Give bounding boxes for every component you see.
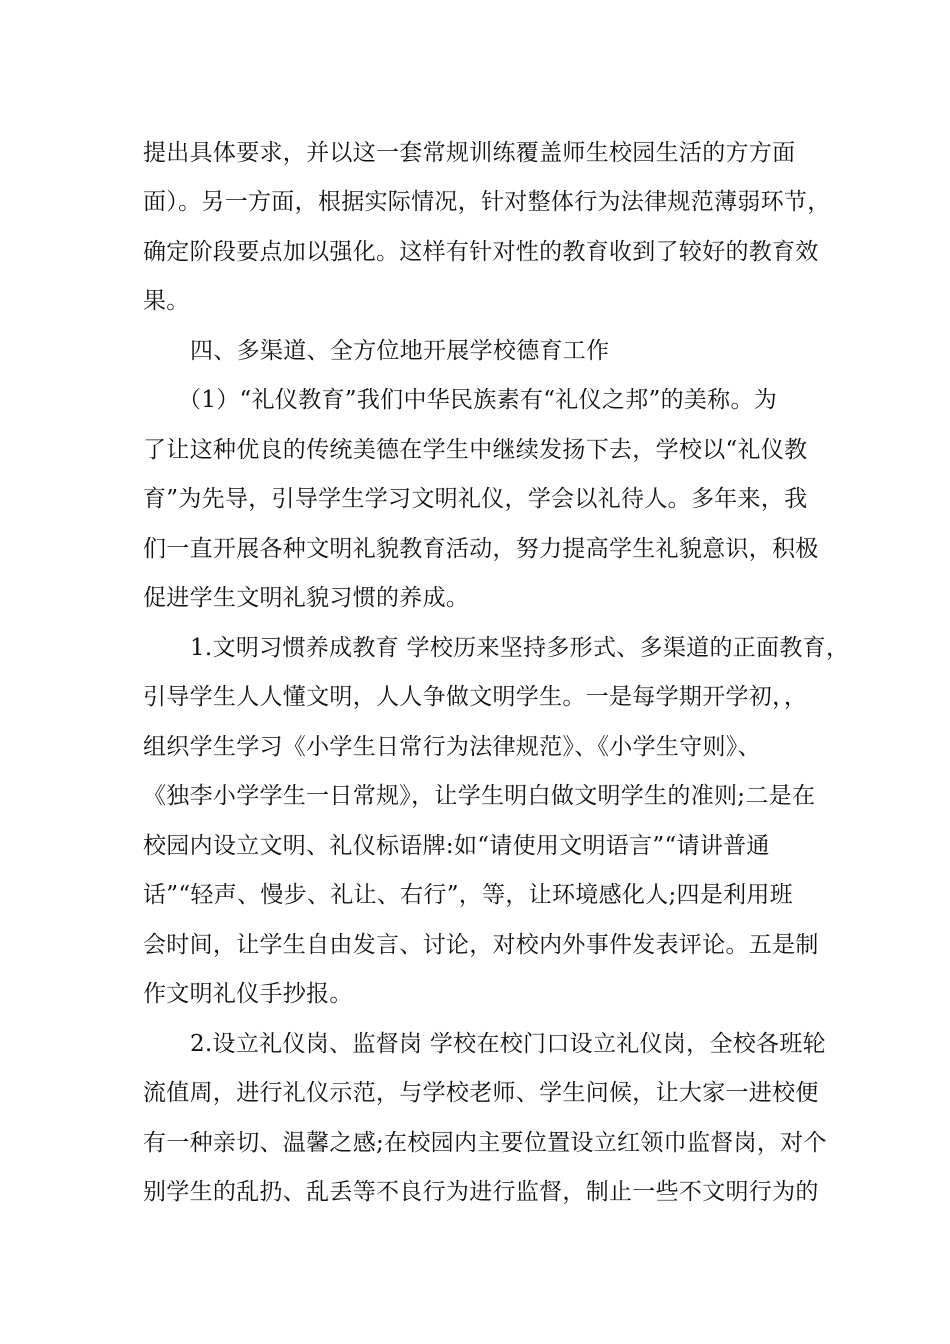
body-line: 面）。另一方面，根据实际情况，针对整体行为法律规范薄弱环节， [143, 189, 831, 215]
body-line: 了让这种优良的传统美德在学生中继续发扬下去，学校以“礼仪教 [143, 437, 808, 463]
body-line: 们一直开展各种文明礼貌教育活动，努力提高学生礼貌意识，积极 [143, 536, 819, 562]
body-line: 育”为先导，引导学生学习文明礼仪，学会以礼待人。多年来，我 [143, 486, 808, 512]
body-line: 组织学生学习《小学生日常行为法律规范》、《小学生守则》、 [143, 734, 761, 760]
paragraph-first-line: （1）“礼仪教育”我们中华民族素有“礼仪之邦”的美称。为 [178, 387, 778, 413]
section-heading: 四、多渠道、全方位地开展学校德育工作 [190, 338, 610, 364]
body-line: 别学生的乱扔、乱丢等不良行为进行监督，制止一些不文明行为的 [143, 1179, 819, 1205]
paragraph-first-line: 2.设立礼仪岗、监督岗 学校在校门口设立礼仪岗，全校各班轮 [190, 1031, 826, 1057]
body-line: 校园内设立文明、礼仪标语牌:如“请使用文明语言”“请讲普通 [143, 833, 770, 859]
body-line: 作文明礼仪手抄报。 [143, 981, 353, 1007]
body-line: 果。 [143, 288, 190, 314]
body-line: 流值周，进行礼仪示范，与学校老师、学生问候，让大家一进校便 [143, 1080, 819, 1106]
paragraph-first-line: 1.文明习惯养成教育 学校历来坚持多形式、多渠道的正面教育， [190, 635, 850, 661]
body-line: 确定阶段要点加以强化。这样有针对性的教育收到了较好的教育效 [143, 239, 819, 265]
body-line: 有一种亲切、温馨之感;在校园内主要位置设立红领巾监督岗，对个 [143, 1130, 827, 1156]
body-line: 促进学生文明礼貌习惯的养成。 [143, 585, 470, 611]
body-line: 会时间，让学生自由发言、讨论，对校内外事件发表评论。五是制 [143, 932, 819, 958]
body-line: 话”“轻声、慢步、礼让、右行”，等，让环境感化人;四是利用班 [143, 882, 794, 908]
body-line: 提出具体要求，并以这一套常规训练覆盖师生校园生活的方方面 [143, 140, 796, 166]
body-line: 引导学生人人懂文明，人人争做文明学生。一是每学期开学初，， [143, 684, 808, 710]
body-line: 《独李小学学生一日常规》，让学生明白做文明学生的准则;二是在 [143, 783, 816, 809]
